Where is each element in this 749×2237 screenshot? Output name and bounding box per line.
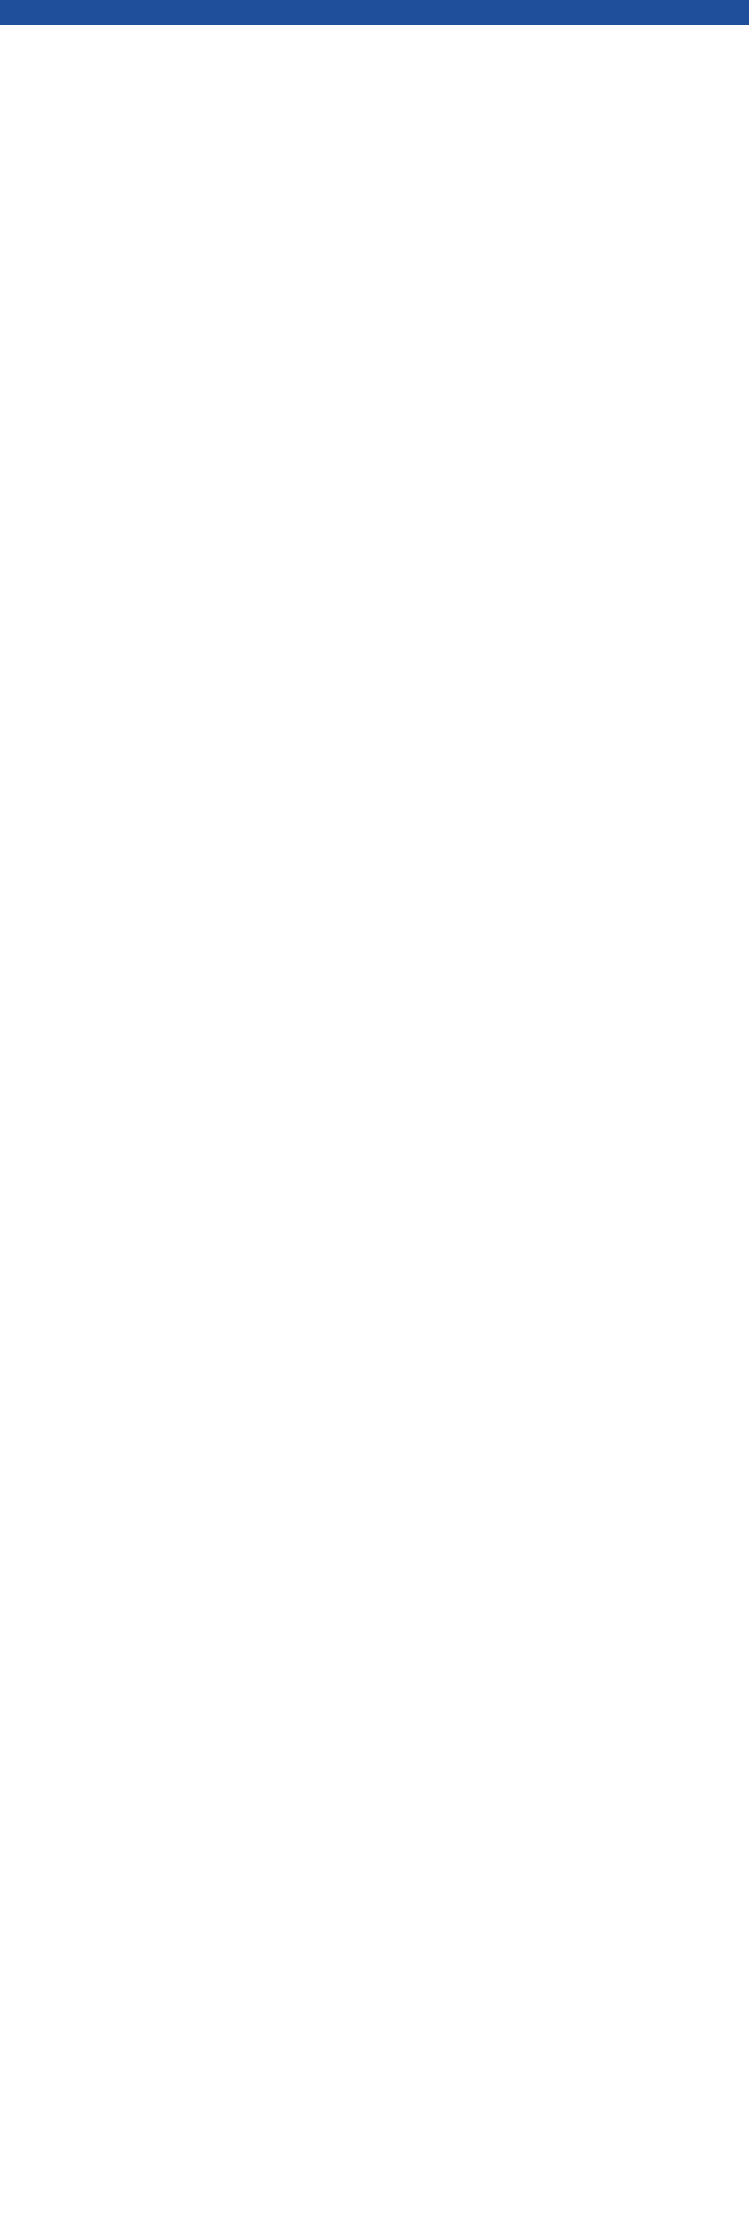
page-title <box>0 0 749 25</box>
ranking-sheet <box>0 0 749 34</box>
